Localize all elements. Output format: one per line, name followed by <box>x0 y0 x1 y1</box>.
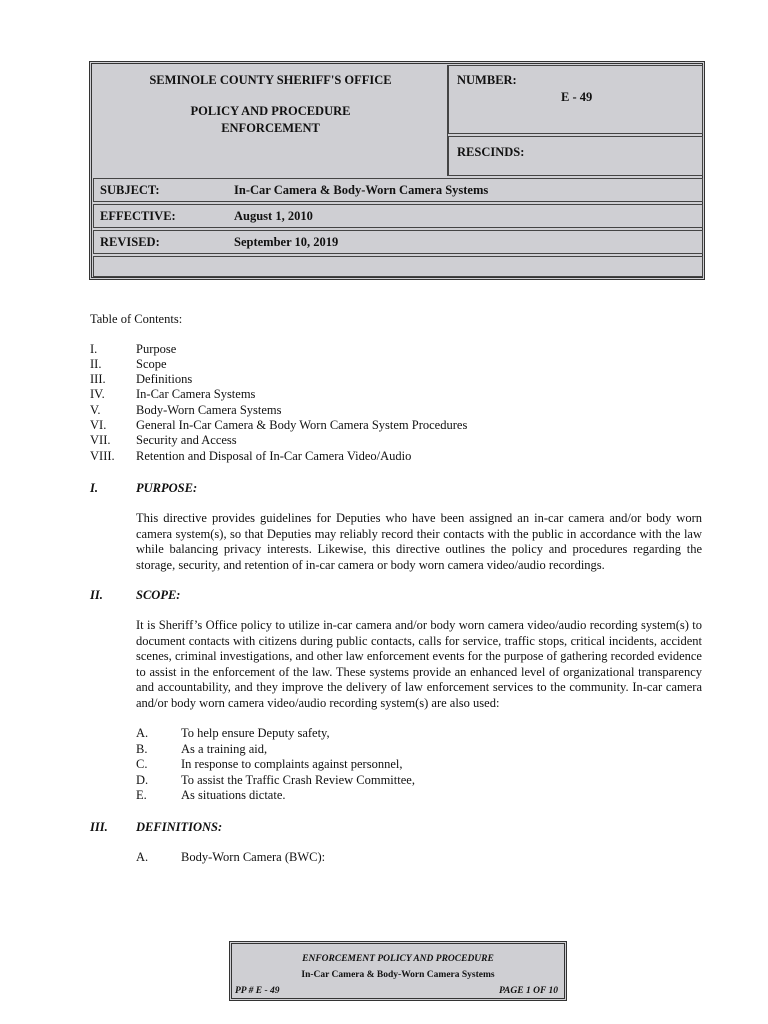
policy-header-table <box>89 61 705 280</box>
revised-label: REVISED: <box>100 235 160 249</box>
toc-num: V. <box>90 403 101 417</box>
purpose-text: This directive provides guidelines for Deputies who have been assigned an in-car camera and/or body worn camera system(s), so that Deputies may reliably record their contacts with the public in accordance with the law while balancing privacy interests. Likewise, this directive outlines the policy and procedures regarding the storage, security, and retention of in-car camera or body worn camera video/audio recordings. <box>136 511 702 572</box>
scope-item: To help ensure Deputy safety, <box>181 726 330 740</box>
subject-value: In-Car Camera & Body-Worn Camera Systems <box>234 183 489 197</box>
scope-letter: C. <box>136 757 148 771</box>
scope-letter: B. <box>136 742 148 756</box>
footer-page-number: PAGE 1 OF 10 <box>498 986 558 996</box>
toc-num: VI. <box>90 418 107 432</box>
number-cell <box>448 65 703 134</box>
rescinds-cell <box>448 136 703 176</box>
page-footer <box>229 941 567 1001</box>
scope-letter: D. <box>136 773 149 787</box>
definitions-number: III. <box>90 820 108 834</box>
toc-item: Definitions <box>136 372 193 386</box>
effective-value: August 1, 2010 <box>234 209 313 223</box>
definition-letter: A. <box>136 850 149 864</box>
scope-item: As a training aid, <box>181 742 268 756</box>
scope-item: As situations dictate. <box>181 788 286 802</box>
scope-item: In response to complaints against personnel, <box>181 757 403 771</box>
toc-item: Body-Worn Camera Systems <box>136 403 282 417</box>
purpose-heading: PURPOSE: <box>136 481 198 495</box>
scope-text: It is Sheriff’s Office policy to utilize in-car camera and/or body worn camera video/audio recording system(s) to document contacts with citizens during public contacts, calls for service, traffic stops, critical incidents, accident scenes, criminal investigations, and other law enforcement events for the purpose of gathering recorded evidence to assist in the enforcement of the law. These systems provide an enhanced level of organizational transparency and accountability, and they improve the delivery of law enforcement services to the community. In-car camera and/or body worn camera video/audio recording system(s) are also used: <box>136 618 702 710</box>
subject-row <box>93 178 703 202</box>
toc-num: IV. <box>90 387 105 401</box>
toc-item: Security and Access <box>136 433 237 447</box>
definitions-heading: DEFINITIONS: <box>136 820 223 834</box>
blank-row <box>93 256 703 277</box>
footer-line-2: In-Car Camera & Body-Worn Camera Systems <box>301 970 495 980</box>
effective-label: EFFECTIVE: <box>100 209 176 223</box>
policy-line-1: POLICY AND PROCEDURE <box>190 104 351 118</box>
scope-letter: E. <box>136 788 147 802</box>
toc-item: Scope <box>136 357 167 371</box>
policy-line-2: ENFORCEMENT <box>221 121 320 135</box>
agency-cell <box>93 65 448 176</box>
purpose-number: I. <box>90 481 98 495</box>
scope-heading: SCOPE: <box>136 588 181 602</box>
revised-row <box>93 230 703 254</box>
footer-line-1: ENFORCEMENT POLICY AND PROCEDURE <box>302 954 494 964</box>
scope-item: To assist the Traffic Crash Review Committee, <box>181 773 415 787</box>
toc-item: General In-Car Camera & Body Worn Camera System Procedures <box>136 418 468 432</box>
rescinds-label: RESCINDS: <box>457 145 525 159</box>
toc-item: Retention and Disposal of In-Car Camera Video/Audio <box>136 449 412 463</box>
subject-label: SUBJECT: <box>100 183 160 197</box>
toc-num: III. <box>90 372 106 386</box>
definition-item: Body-Worn Camera (BWC): <box>181 850 326 864</box>
toc-num: VII. <box>90 433 111 447</box>
scope-letter: A. <box>136 726 149 740</box>
agency-name: SEMINOLE COUNTY SHERIFF'S OFFICE <box>149 73 392 87</box>
toc-title: Table of Contents: <box>90 312 183 326</box>
effective-row <box>93 204 703 228</box>
number-value: E - 49 <box>561 90 593 104</box>
toc-item: Purpose <box>136 342 177 356</box>
scope-number: II. <box>90 588 103 602</box>
toc-num: II. <box>90 357 102 371</box>
footer-pp-number: PP # E - 49 <box>235 986 280 996</box>
revised-value: September 10, 2019 <box>234 235 339 249</box>
toc-item: In-Car Camera Systems <box>136 387 256 401</box>
number-label: NUMBER: <box>457 73 517 87</box>
toc-num: VIII. <box>90 449 115 463</box>
toc-num: I. <box>90 342 98 356</box>
